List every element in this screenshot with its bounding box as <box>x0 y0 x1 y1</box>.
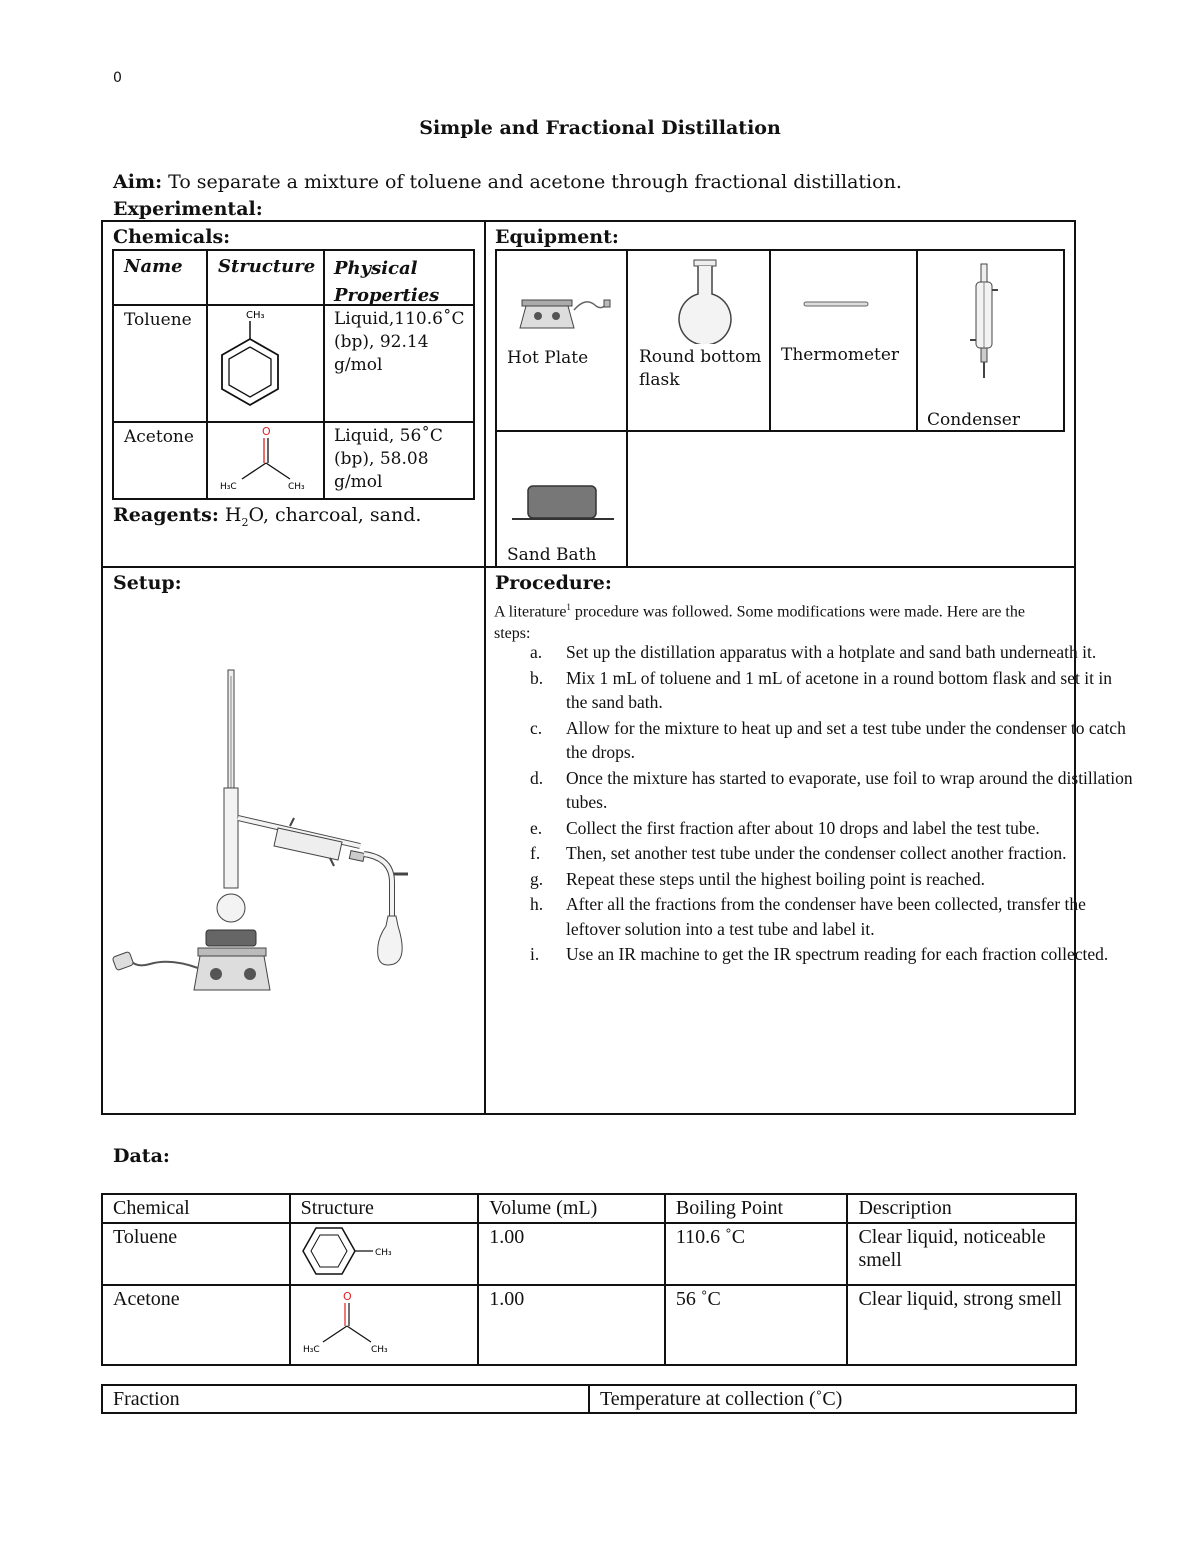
equip-divider-2 <box>769 249 771 432</box>
data-col-structure: Structure <box>290 1194 479 1223</box>
toluene-structure-small <box>291 1224 401 1278</box>
acetone-h3c-label: H₃C <box>220 482 237 492</box>
toluene-ch3-label: CH₃ <box>246 310 265 321</box>
table-row <box>102 1223 1076 1285</box>
chem-col-name: Name <box>124 256 183 277</box>
equip-flask-label: Round bottom flask <box>639 347 762 390</box>
equip-condenser-label: Condenser <box>927 410 1020 430</box>
chem-col-properties: Physical Properties <box>334 258 440 306</box>
step-text: After all the fractions from the condenser have been collected, transfer the leftover solution into a test tube and label it. <box>566 894 1086 939</box>
step-label: i. <box>530 944 540 964</box>
aim-line <box>113 171 902 193</box>
condenser-icon <box>966 262 1002 382</box>
step-label: e. <box>530 817 543 838</box>
reagents-rest: O, charcoal, sand. <box>248 504 422 526</box>
data-header: Data: <box>113 1145 170 1167</box>
procedure-step <box>530 841 1136 866</box>
procedure-step <box>530 867 1136 892</box>
acetone-o-label: O <box>262 425 271 438</box>
step-text: Once the mixture has started to evaporate, use foil to wrap around the distillation tubes. <box>566 767 1133 812</box>
sand-bath-icon <box>510 480 618 524</box>
page-number: 0 <box>113 70 122 86</box>
acetone-ch3-label: CH₃ <box>288 482 305 492</box>
step-label: h. <box>530 894 544 914</box>
reagents-line <box>113 503 421 535</box>
fraction-col-fraction: Fraction <box>102 1385 589 1413</box>
data-chemical: Acetone <box>102 1285 290 1365</box>
reagents-sub: 2 <box>241 515 249 529</box>
step-text: Use an IR machine to get the IR spectrum reading for each fraction collected. <box>566 944 1109 964</box>
table-row <box>102 1285 1076 1365</box>
data-description: Clear liquid, strong smell <box>847 1285 1076 1365</box>
procedure-step <box>530 892 1136 941</box>
experimental-label: Experimental: <box>113 198 263 220</box>
acetone-bond-right <box>266 463 290 479</box>
step-label: g. <box>530 868 544 889</box>
page-title: Simple and Fractional Distillation <box>419 117 781 139</box>
data-chemical: Toluene <box>102 1223 290 1285</box>
chem-col-divider-1 <box>206 249 208 500</box>
equip-divider-4 <box>495 431 497 567</box>
step-text: Then, set another test tube under the condenser collect another fraction. <box>566 843 1067 863</box>
procedure-step <box>530 640 1136 665</box>
data-volume: 1.00 <box>478 1285 665 1365</box>
thermometer-icon <box>803 298 871 310</box>
procedure-step <box>530 942 1136 967</box>
column-divider <box>484 220 486 1115</box>
procedure-steps <box>494 640 1136 968</box>
step-label: d. <box>530 767 544 788</box>
equip-divider-3 <box>916 249 918 432</box>
round-bottom-flask-icon <box>676 258 736 344</box>
data-structure <box>290 1223 479 1285</box>
procedure-step <box>530 716 1136 765</box>
toluene-structure <box>212 306 318 420</box>
data-col-chemical: Chemical <box>102 1194 290 1223</box>
step-text: Set up the distillation apparatus with a hotplate and sand bath underneath it. <box>566 642 1097 662</box>
reagents-h: H <box>218 504 242 526</box>
step-text: Allow for the mixture to heat up and set a test tube under the condenser to catch the drops. <box>566 717 1126 762</box>
procedure-step <box>530 666 1136 715</box>
step-text: Mix 1 mL of toluene and 1 mL of acetone in a round bottom flask and set it in the sand bath. <box>566 667 1112 712</box>
procedure-intro-footnote: 1 <box>566 602 571 612</box>
data-structure <box>290 1285 479 1365</box>
distillation-setup-diagram <box>110 668 410 998</box>
step-text: Collect the first fraction after about 10 drops and label the test tube. <box>566 817 1040 838</box>
procedure-step <box>530 816 1136 841</box>
chem-col-structure: Structure <box>218 256 316 277</box>
fraction-table <box>101 1384 1077 1414</box>
equip-hot-plate-label: Hot Plate <box>507 348 589 368</box>
procedure-intro <box>494 596 1064 645</box>
step-text: Repeat these steps until the highest boiling point is reached. <box>566 868 985 889</box>
acetone-small-o-label: O <box>342 1290 352 1303</box>
chem-col-divider-2 <box>323 249 325 500</box>
data-description: Clear liquid, noticeable smell <box>847 1223 1076 1285</box>
step-label: c. <box>530 717 543 738</box>
step-label: a. <box>530 642 543 662</box>
equip-divider-1 <box>626 249 628 567</box>
data-col-boiling-point: Boiling Point <box>665 1194 848 1223</box>
toluene-small-ch3-label: CH₃ <box>374 1248 392 1258</box>
data-boiling-point: 56 ˚C <box>665 1285 848 1365</box>
acetone-structure-small <box>291 1286 401 1358</box>
data-col-description: Description <box>847 1194 1076 1223</box>
acetone-bond-left <box>242 463 266 479</box>
chem-acetone-name: Acetone <box>124 427 194 447</box>
toluene-ring <box>222 339 278 405</box>
acetone-structure <box>212 423 318 497</box>
aim-label: Aim: <box>113 171 163 193</box>
equip-thermometer-label: Thermometer <box>781 345 900 365</box>
acetone-small-ch3-label: CH₃ <box>370 1345 388 1355</box>
equip-sand-bath-label: Sand Bath <box>507 545 597 565</box>
chem-acetone-properties: Liquid, 56˚C (bp), 58.08 g/mol <box>334 426 443 492</box>
acetone-small-h3c-label: H₃C <box>302 1345 320 1355</box>
step-label: f. <box>530 843 541 863</box>
chemicals-header: Chemicals: <box>113 226 231 248</box>
fraction-header-row <box>102 1385 1076 1413</box>
reagents-label: Reagents: <box>113 504 219 526</box>
toluene-inner-ring <box>229 347 271 397</box>
data-header-row <box>102 1194 1076 1223</box>
setup-header: Setup: <box>113 572 182 594</box>
step-label: b. <box>530 667 544 688</box>
data-volume: 1.00 <box>478 1223 665 1285</box>
chem-toluene-name: Toluene <box>124 310 192 330</box>
procedure-intro-b: procedure was followed. Some modifications were made. Here are the steps: <box>494 603 1025 643</box>
aim-text: To separate a mixture of toluene and acetone through fractional distillation. <box>162 171 902 193</box>
data-table <box>101 1193 1077 1366</box>
chem-toluene-properties: Liquid,110.6˚C (bp), 92.14 g/mol <box>334 309 465 375</box>
fraction-col-temperature: Temperature at collection (˚C) <box>589 1385 1076 1413</box>
data-col-volume: Volume (mL) <box>478 1194 665 1223</box>
procedure-intro-a: A literature <box>494 603 567 621</box>
hot-plate-icon <box>516 292 616 332</box>
data-boiling-point: 110.6 ˚C <box>665 1223 848 1285</box>
equipment-header: Equipment: <box>495 226 619 248</box>
procedure-header: Procedure: <box>495 572 612 594</box>
procedure-step <box>530 766 1136 815</box>
